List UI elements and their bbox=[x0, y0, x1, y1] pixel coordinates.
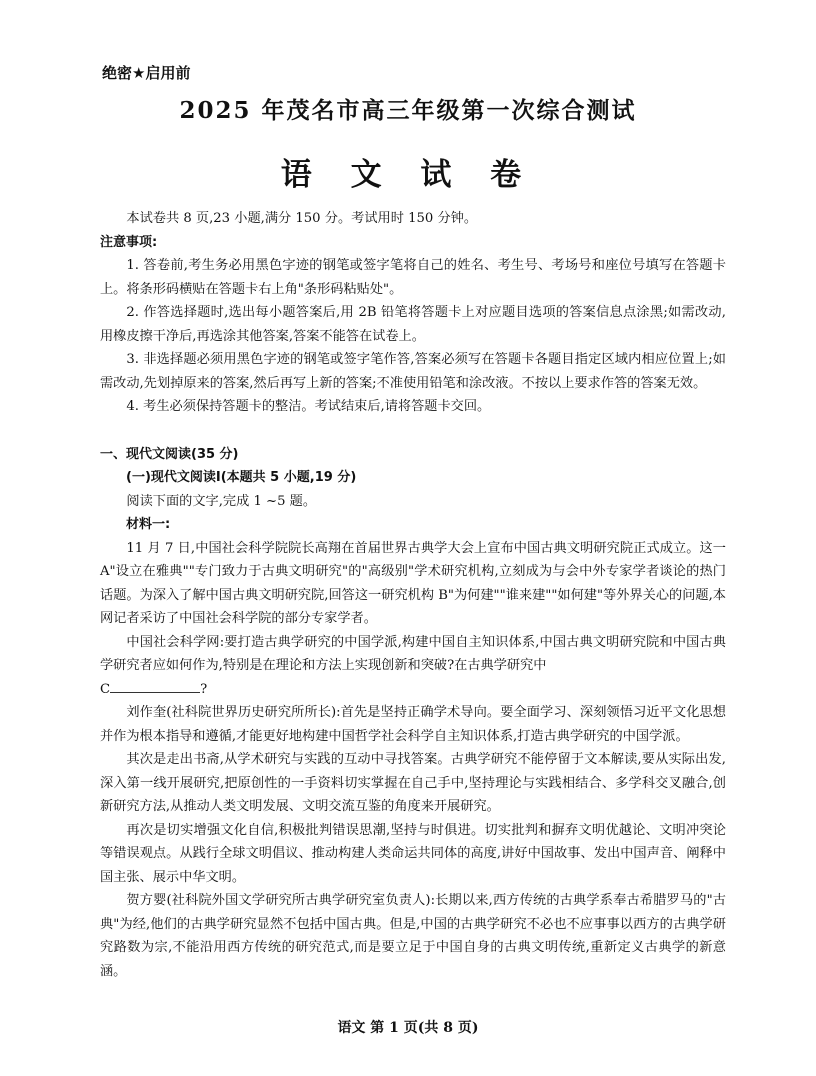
material-paragraph-1: 11 月 7 日,中国社会科学院院长高翔在首届世界古典学大会上宣布中国古典文明研究院正式成立。这一 A"设立在雅典""专门致力于古典文明研究"的"高级别"学术研究机构,立刻成为与会中外专家学者谈论的热门话题。为深入了解中国古典文明研究院,回答这一研究机构 B"为何建""谁来建""如何建"等外界关心的问题,本网记者采访了中国社会科学院的部分专家学者。 bbox=[100, 540, 726, 626]
secret-label: 绝密★启用前 bbox=[102, 64, 191, 82]
section-subheading: (一)现代文阅读Ⅰ(本题共 5 小题,19 分) bbox=[126, 470, 357, 485]
exam-body bbox=[100, 207, 726, 983]
exam-title: 2025 年茂名市高三年级第一次综合测试 bbox=[179, 97, 637, 124]
section-heading: 一、现代文阅读(35 分) bbox=[100, 446, 239, 462]
material-label: 材料一: bbox=[126, 517, 171, 532]
material-paragraph-3: 刘作奎(社科院世界历史研究所所长):首先是坚持正确学术导向。要全面学习、深刻领悟习近平文化思想并作为根本指导和遵循,才能更好地构建中国哲学社会科学自主知识体系,打造古典学研究的中国学派。 bbox=[100, 705, 726, 744]
note-item-4: 4. 考生必须保持答题卡的整洁。考试结束后,请将答题卡交回。 bbox=[126, 399, 491, 414]
exam-intro: 本试卷共 8 页,23 小题,满分 150 分。考试用时 150 分钟。 bbox=[126, 211, 478, 226]
notes-heading: 注意事项: bbox=[100, 234, 158, 250]
blank-prefix: C bbox=[100, 681, 111, 697]
material-paragraph-2: 中国社会科学网:要打造古典学研究的中国学派,构建中国自主知识体系,中国古典文明研究院和中国古典学研究者应如何作为,特别是在理论和方法上实现创新和突破?在古典学研究中 bbox=[100, 634, 726, 673]
subject-title: 语 文 试 卷 bbox=[280, 157, 536, 193]
fill-blank-line bbox=[100, 678, 726, 702]
note-item-1: 1. 答卷前,考生务必用黑色字迹的钢笔或签字笔将自己的姓名、考生号、考场号和座位号填写在答题卡上。将条形码横贴在答题卡右上角"条形码粘贴处"。 bbox=[100, 258, 726, 297]
material-paragraph-4: 其次是走出书斋,从学术研究与实践的互动中寻找答案。古典学研究不能停留于文本解读,要从实际出发,深入第一线开展研究,把原创性的一手资料切实掌握在自己手中,坚持理论与实践相结合、多学科交叉融合,创新研究方法,从推动人类文明发展、文明交流互鉴的角度来开展研究。 bbox=[100, 752, 726, 814]
note-item-3: 3. 非选择题必须用黑色字迹的钢笔或签字笔作答,答案必须写在答题卡各题目指定区域内相应位置上;如需改动,先划掉原来的答案,然后再写上新的答案;不准使用铅笔和涂改液。不按以上要求作答的答案无效。 bbox=[100, 352, 726, 391]
page-footer: 语文 第 1 页(共 8 页) bbox=[337, 1020, 479, 1036]
material-paragraph-5: 再次是切实增强文化自信,积极批判错误思潮,坚持与时俱进。切实批判和摒弃文明优越论、文明冲突论等错误观点。从践行全球文明倡议、推动构建人类命运共同体的高度,讲好中国故事、发出中国声音、阐释中国主张、展示中华文明。 bbox=[100, 822, 726, 885]
blank-suffix: ? bbox=[200, 681, 208, 697]
answer-blank bbox=[110, 680, 200, 693]
reading-instruction: 阅读下面的文字,完成 1 ~5 题。 bbox=[126, 493, 317, 509]
note-item-2: 2. 作答选择题时,选出每小题答案后,用 2B 铅笔将答题卡上对应题目选项的答案信息点涂黑;如需改动,用橡皮擦干净后,再选涂其他答案,答案不能答在试卷上。 bbox=[100, 305, 726, 344]
material-paragraph-6: 贺方婴(社科院外国文学研究所古典学研究室负责人):长期以来,西方传统的古典学系奉古希腊罗马的"古典"为经,他们的古典学研究显然不包括中国古典。但是,中国的古典学研究不必也不应事事以西方的古典学研究路数为宗,不能沿用西方传统的研究范式,而是要立足于中国自身的古典文明传统,重新定义古典学的新意涵。 bbox=[100, 893, 726, 979]
